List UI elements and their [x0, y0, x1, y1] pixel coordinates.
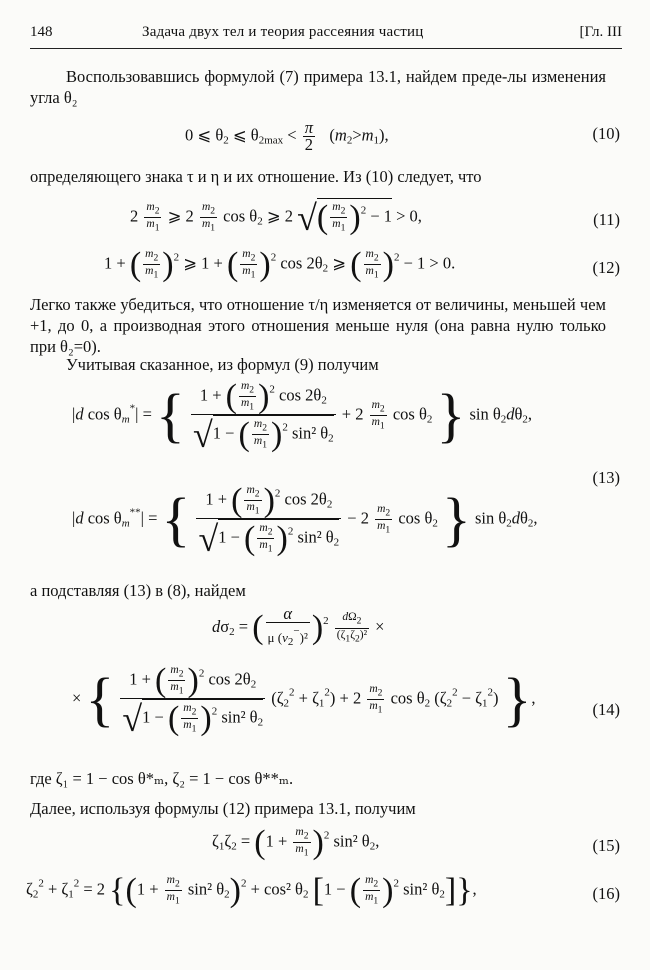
equation-number-16: (16) — [592, 884, 620, 903]
paragraph-7: Далее, используя формулы (12) примера 13.1, получим — [30, 799, 416, 818]
equation-11: 2 $\frac{m_2}{m_1}$ ⩾ 2 $\frac{m_2}{m_1}$ $\cos \theta_2$ ⩾ 2 √( $\frac{m_2}{m_1}$ )$^2$ − 1 > 0, — [130, 197, 422, 238]
page-number: 148 — [30, 24, 53, 40]
equation-14-line-2: × { 1 + ( $\frac{m_2}{m_1}$ )$^2$ $\cos 2\theta_2$ √1 − ( $\frac{m_2}{m_1}$ )$^2$ sin² $\theta_2$ $(\zeta_2^2 + \zeta_1^2) + 2$ $\frac{m_2}{m_1}$ $\cos \theta_2$ $(\zeta_2^2 - \zeta_1^2)$ }, — [72, 661, 536, 739]
paragraph-2: определяющего знака τ и η и их отношение. Из (10) следует, что — [30, 167, 482, 186]
paragraph-5: а подставляя (13) в (8), найдем — [30, 581, 246, 600]
running-header — [30, 24, 622, 46]
running-title: Задача двух тел и теория рассеяния частиц — [142, 24, 424, 40]
paragraph-4: Учитывая сказанное, из формул (9) получим — [66, 355, 379, 374]
equation-number-10: (10) — [592, 124, 620, 143]
equation-14-line-1: $d\sigma_2$ = ( $\frac{\alpha}{\mu (v_2^-)^2}$ )$^2$ $\frac{d\Omega_2}{(\zeta_1\zeta_2)^2}$ × — [212, 604, 385, 648]
equation-number-14: (14) — [592, 700, 620, 719]
equation-12: 1 + ( $\frac{m_2}{m_1}$ )$^2$ ⩾ 1 + ( $\frac{m_2}{m_1}$ )$^2$ $\cos 2\theta_2$ ⩾ ( $\frac{m_2}{m_1}$ )$^2$ − 1 > 0. — [104, 245, 456, 283]
equation-16: $\zeta_2^2 + \zeta_1^2 = 2$ {(1 + $\frac{m_2}{m_1}$ sin² $\theta_2)^2 + \cos^2$ $\theta_2$ [1 − ( $\frac{m_2}{m_1}$ )$^2$ sin² $\theta_2$]}, — [26, 871, 477, 909]
equation-13b: |d $\cos \theta_m^{**}|$ = { 1 + ( $\frac{m_2}{m_1}$ )$^2$ $\cos 2\theta_2$ √1 − ( $\frac{m_2}{m_1}$ )$^2$ sin² $\theta_2$ − 2 $\frac{m_2}{m_1}$ $\cos \theta_2$ } $\sin \theta_2d\theta_2$, — [72, 481, 538, 559]
equation-13a: |d $\cos \theta_m^*|$ = { 1 + ( $\frac{m_2}{m_1}$ )$^2$ $\cos 2\theta_2$ √1 − ( $\frac{m_2}{m_1}$ )$^2$ sin² $\theta_2$ + 2 $\frac{m_2}{m_1}$ $\cos \theta_2$ } $\sin \theta_2d\theta_2$, — [72, 377, 533, 455]
paragraph-3: Легко также убедиться, что отношение τ/η изменяется от величины, меньшей чем +1, до 0, а производная этого отношения меньше нуля (она равна нулю только при θ₂=0). — [30, 295, 606, 356]
equation-10: 0 ⩽ $\theta_2$ ⩽ $\theta_{2max}$ < $\frac{\pi}{2}$ $(m_2>m_1)$, — [185, 118, 389, 154]
equation-15: $\zeta_1\zeta_2 = (1$ + $\frac{m_2}{m_1}$ )$^2$ sin² $\theta_2$, — [212, 823, 380, 861]
paragraph-6: где ζ₁ = 1 − cos θ*ₘ, ζ₂ = 1 − cos θ**ₘ. — [30, 769, 294, 788]
equation-number-12: (12) — [592, 258, 620, 277]
equation-number-11: (11) — [593, 210, 620, 229]
chapter-marker: [Гл. III — [579, 24, 622, 40]
equation-number-15: (15) — [592, 836, 620, 855]
header-rule — [30, 48, 622, 49]
paragraph-1: Воспользовавшись формулой (7) примера 13.1, найдем преде-лы изменения угла θ₂ — [30, 67, 606, 107]
equation-number-13: (13) — [592, 468, 620, 487]
